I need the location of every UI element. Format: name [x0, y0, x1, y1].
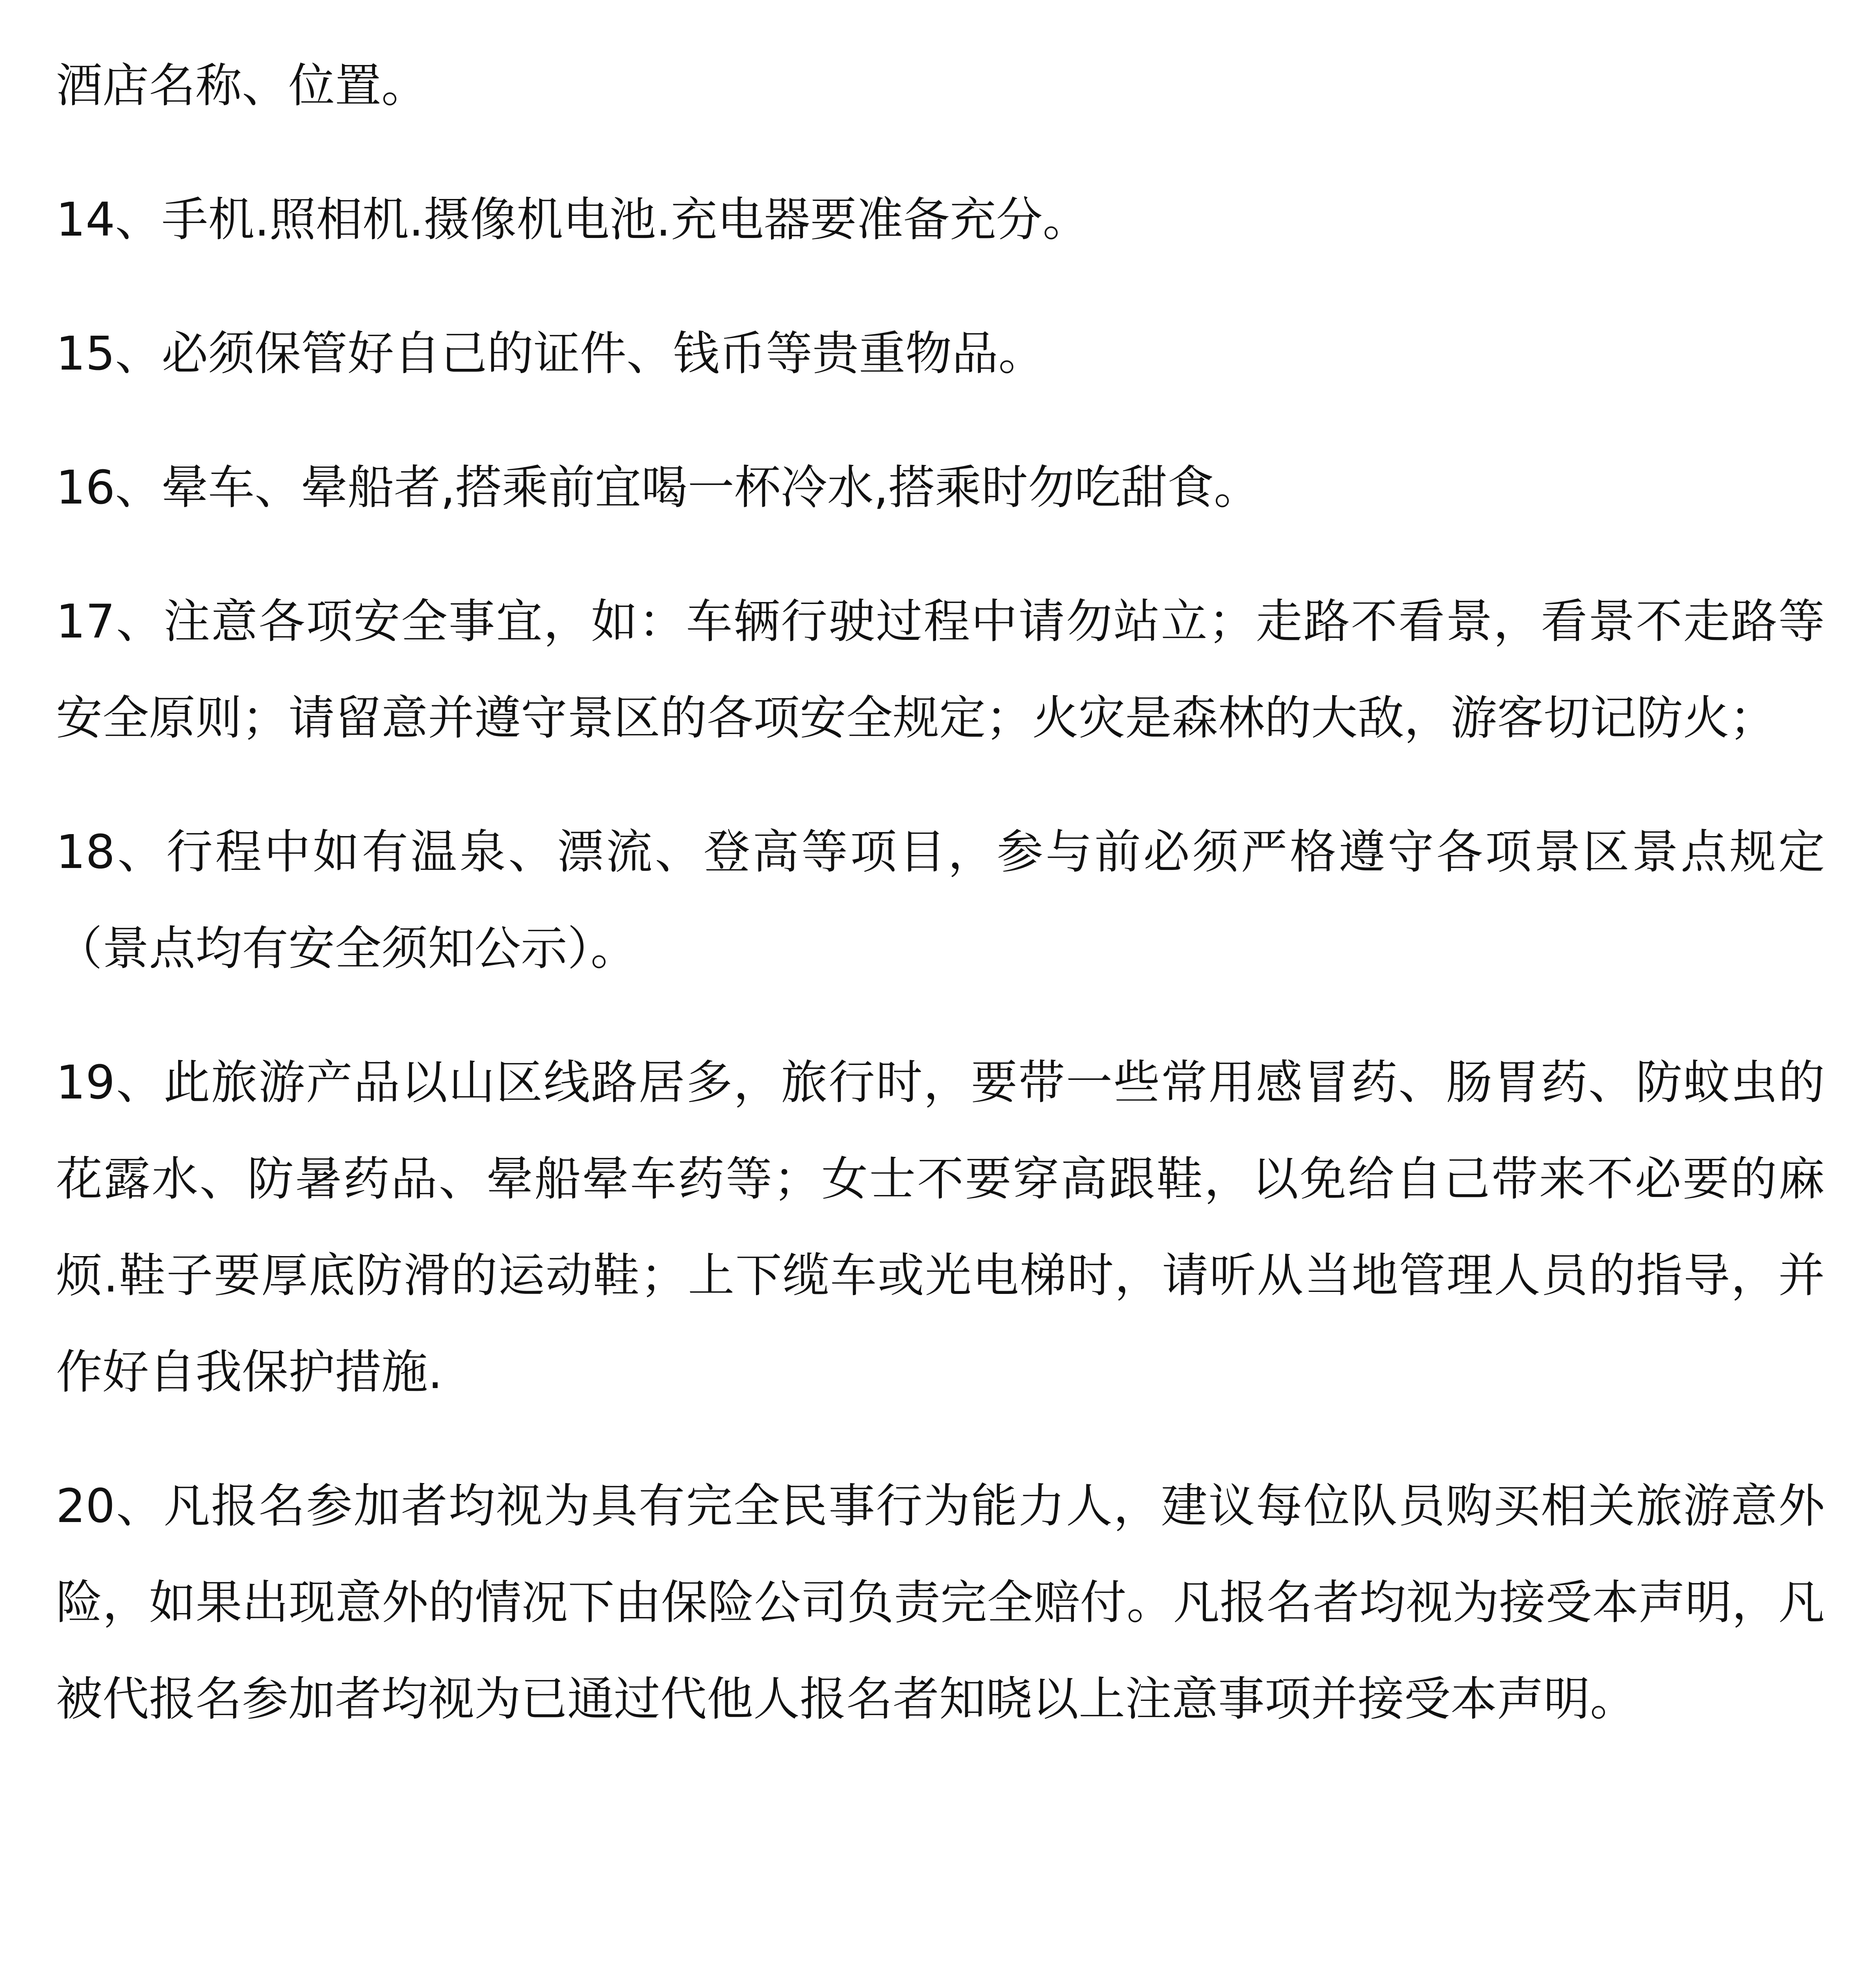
paragraph-item-17: 17、注意各项安全事宜，如：车辆行驶过程中请勿站立；走路不看景，看景不走路等安全原则；请留意并遵守景区的各项安全规定；火灾是森林的大敌，游客切记防火； [56, 594, 1825, 745]
paragraph-item-16: 16、晕车、晕船者,搭乘前宜喝一杯冷水,搭乘时勿吃甜食。 [56, 460, 1261, 515]
document-body [56, 37, 1825, 1785]
paragraph-item-20: 20、凡报名参加者均视为具有完全民事行为能力人，建议每位队员购买相关旅游意外险，如果出现意外的情况下由保险公司负责完全赔付。凡报名者均视为接受本声明，凡被代报名参加者均视为已通过代他人报名者知晓以上注意事项并接受本声明。 [56, 1479, 1825, 1726]
paragraph-hotel-info: 酒店名称、位置。 [56, 58, 428, 113]
paragraph-item-18: 18、行程中如有温泉、漂流、登高等项目，参与前必须严格遵守各项景区景点规定（景点均有安全须知公示）。 [56, 825, 1825, 976]
paragraph-item-15: 15、必须保管好自己的证件、钱币等贵重物品。 [56, 326, 1045, 381]
paragraph-item-14: 14、手机.照相机.摄像机电池.充电器要准备充分。 [56, 192, 1089, 247]
paragraph-item-19: 19、此旅游产品以山区线路居多，旅行时，要带一些常用感冒药、肠胃药、防蚊虫的花露水、防暑药品、晕船晕车药等；女士不要穿高跟鞋，以免给自己带来不必要的麻烦.鞋子要厚底防滑的运动鞋；上下缆车或光电梯时，请听从当地管理人员的指导，并作好自我保护措施. [56, 1055, 1825, 1399]
